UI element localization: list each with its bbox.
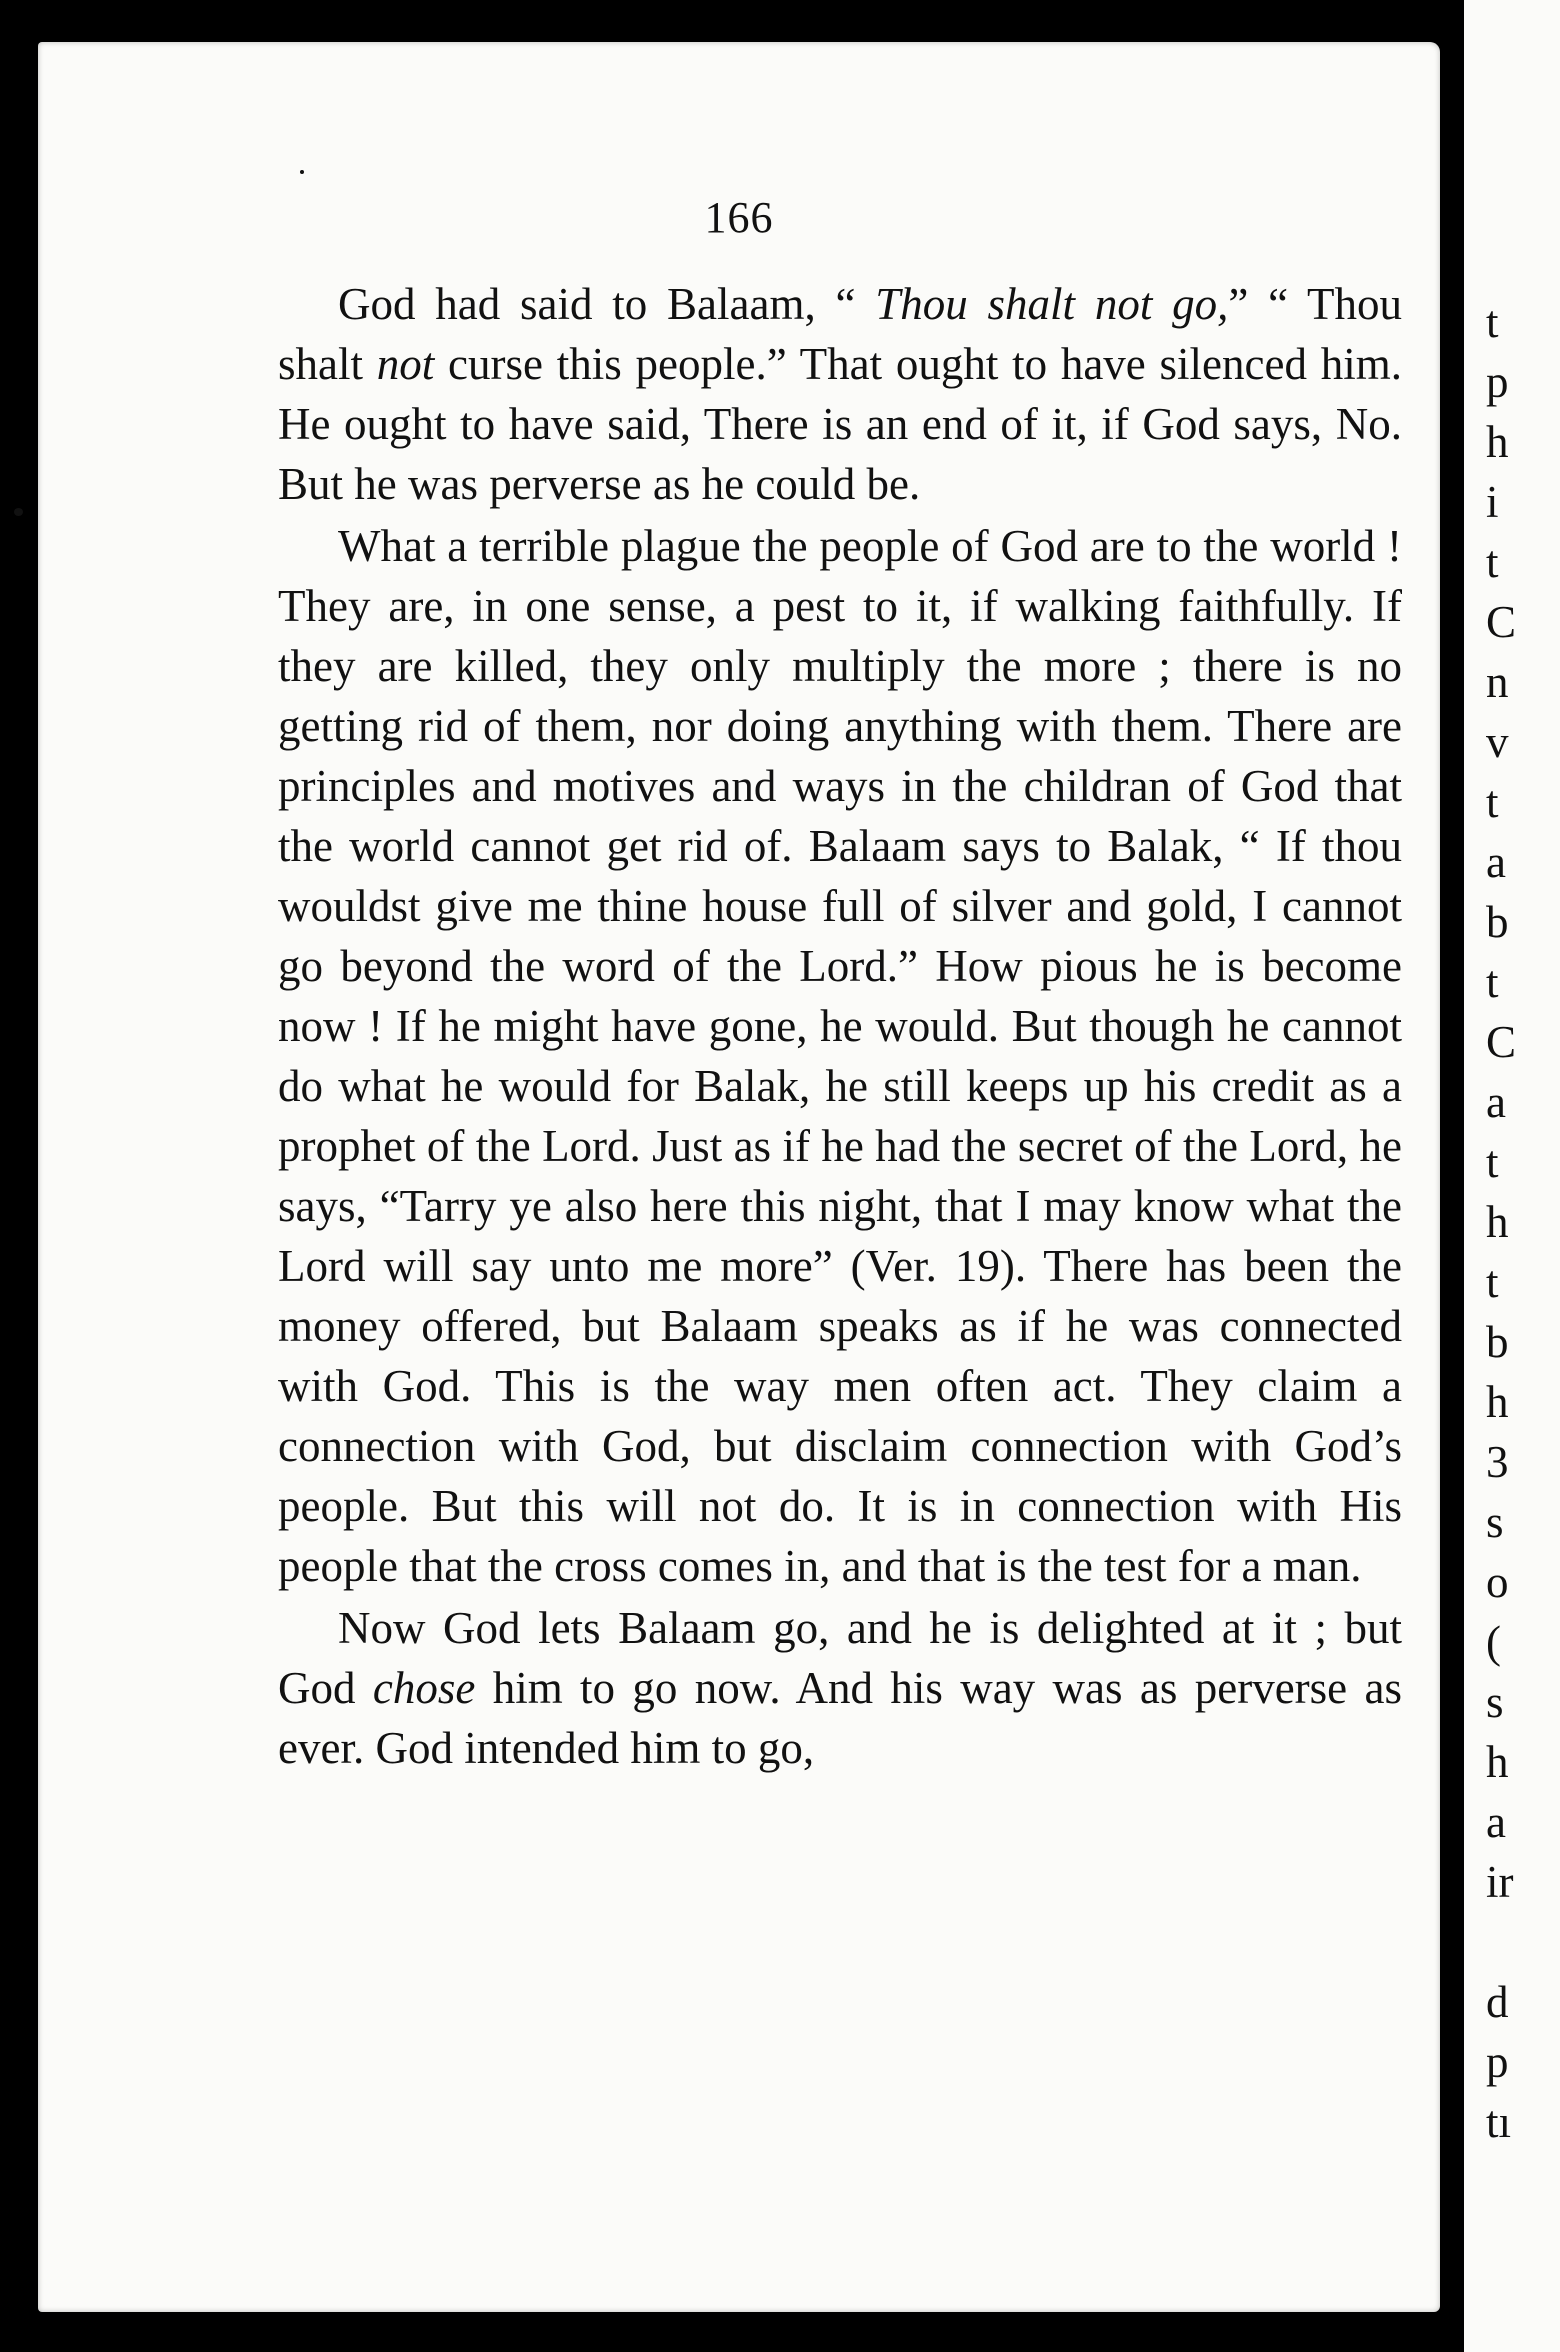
adjacent-page-letter: p [1486,2037,1509,2087]
adjacent-page-letter: v [1486,717,1509,767]
adjacent-page-letter: ir [1486,1857,1514,1907]
adjacent-page-letter: t [1486,1257,1499,1307]
adjacent-page-letter: a [1486,1077,1506,1127]
adjacent-page-letter: a [1486,1797,1506,1847]
ink-speck [300,170,304,174]
adjacent-page-letter: a [1486,837,1506,887]
adjacent-page-letter: b [1486,897,1509,947]
adjacent-page-letter: tı [1486,2097,1512,2147]
text-run: God had said to Balaam, “ [338,279,876,329]
text-run: curse this people.” That ought to have silenced him. He ought to have said, There is an end of it, if God says, No. But he was perverse as he could be. [278,339,1402,509]
adjacent-page-letter: C [1486,597,1517,647]
page-number: 166 [704,193,774,242]
adjacent-page-letter: p [1486,357,1509,407]
paragraph-3 [278,1598,1402,1778]
adjacent-page-letter: i [1486,477,1499,527]
text-run: ” “ Thou shalt [278,279,1403,389]
adjacent-page-letter: b [1486,1317,1509,1367]
adjacent-page-letter: t [1486,297,1499,347]
adjacent-page-letter: C [1486,1017,1517,1067]
adjacent-page-letter: t [1486,537,1499,587]
adjacent-page-letter: h [1486,1737,1509,1787]
adjacent-page-letter: d [1486,1977,1509,2027]
paragraph-2 [278,516,1402,1596]
adjacent-page-letter: s [1486,1677,1504,1727]
italic-text-run: Thou shalt not go, [875,279,1229,329]
adjacent-page-letter: ( [1486,1617,1501,1667]
book-page [38,42,1440,2312]
adjacent-page-edge [1458,0,1560,2352]
adjacent-page-letter: h [1486,1377,1509,1427]
italic-text-run: not [376,339,435,389]
adjacent-page-letter: 3 [1486,1437,1509,1487]
adjacent-page-letter: t [1486,777,1499,827]
adjacent-page-letter: o [1486,1557,1509,1607]
adjacent-page-letter: h [1486,1197,1509,1247]
adjacent-page-letter: n [1486,657,1509,707]
text-run: What a terrible plague the people of God are to the world ! They are, in one sense, a pest to it, if walking faithfully. If they are killed, they only multiply the more ; there is no getting rid of them, nor doing anything with them. There are principles and motives and ways in the childran of God that the world cannot get rid of. Balaam says to Balak, “ If thou wouldst give me thine house full of silver and gold, I cannot go beyond the word of the Lord.” How pious he is become now ! If he might have gone, he would. But though he cannot do what he would for Balak, he still keeps up his credit as a prophet of the Lord. Just as if he had the secret of the Lord, he says, “Tarry ye also here this night, that I may know what the Lord will say unto me more” (Ver. 19). There has been the money offered, but Balaam speaks as if he was connected with God. This is the way men often act. They claim a connection with God, but disclaim connection with God’s people. But this will not do. It is in connection with His people that the cross comes in, and that is the test for a man. [278,521,1402,1591]
adjacent-page-letter: t [1486,957,1499,1007]
page-body-text [278,274,1402,1778]
adjacent-page-letter: h [1486,417,1509,467]
paragraph-1 [278,274,1402,514]
italic-text-run: chose [372,1663,476,1713]
adjacent-page-letter: s [1486,1497,1504,1547]
text-run: Now God lets Balaam go, and he is delighted at it ; but God [278,1603,1402,1713]
adjacent-page-letter: t [1486,1137,1499,1187]
ink-speck [14,508,23,516]
text-run: him to go now. And his way was as perverse as ever. God intended him to go, [278,1663,1402,1773]
